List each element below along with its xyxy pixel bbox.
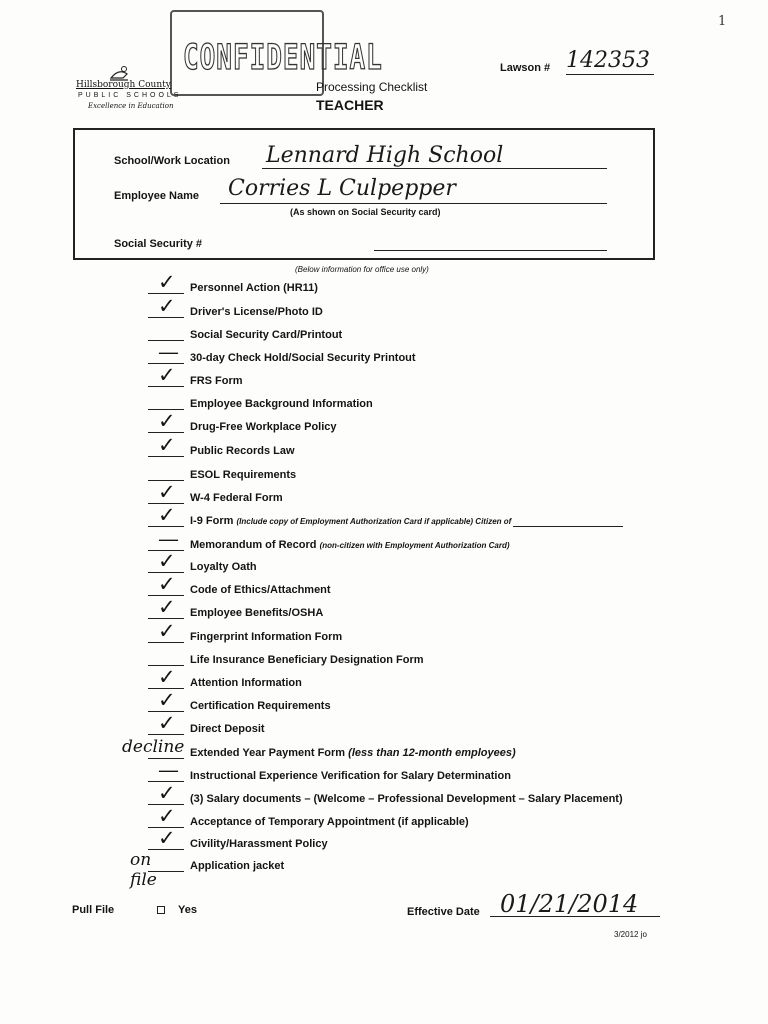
checklist-item-label: (3) Salary documents – (Welcome – Professional Development – Salary Placement) [190, 793, 623, 805]
checklist-item-label: Civility/Harassment Policy [190, 838, 328, 850]
checklist-mark: — [158, 758, 179, 782]
name-note: (As shown on Social Security card) [290, 207, 441, 217]
checklist-item-label: Application jacket [190, 860, 285, 872]
checklist-item-line [190, 398, 373, 410]
checklist-mark: ✓ [158, 711, 176, 735]
work-location-label: School/Work Location [114, 155, 230, 167]
checklist-item-label: Driver's License/Photo ID [190, 306, 323, 318]
effective-date-label: Effective Date [407, 906, 480, 918]
checklist-mark: ✓ [158, 409, 176, 433]
employee-name-label: Employee Name [114, 190, 199, 202]
checklist-item-line [190, 375, 243, 387]
checklist-item-label: Personnel Action (HR11) [190, 282, 318, 294]
page-number: 1 [718, 14, 727, 29]
work-location-line [262, 168, 607, 169]
checklist-item-note: (less than 12-month employees) [348, 747, 516, 759]
checklist-mark: ✓ [158, 270, 176, 294]
citizen-of-field[interactable] [513, 526, 623, 527]
district-public-schools: PUBLIC SCHOOLS [78, 92, 182, 99]
checklist-mark: ✓ [158, 294, 176, 318]
checklist-item-line [190, 793, 623, 805]
checklist-item-label: Employee Background Information [190, 398, 373, 410]
checklist-mark: — [158, 527, 179, 551]
district-motto: Excellence in Education [88, 102, 174, 110]
checklist-item-line [190, 515, 623, 527]
checklist-item-line [190, 539, 510, 551]
effective-date-field[interactable]: 01/21/2014 [500, 890, 639, 918]
checklist-item-label: Acceptance of Temporary Appointment (if applicable) [190, 816, 469, 828]
checklist-title: Processing Checklist [316, 80, 428, 94]
checklist-item-label: Extended Year Payment Form [190, 747, 346, 759]
checklist-item-line [190, 584, 331, 596]
confidential-stamp-text: CONFIDENTIAL [183, 38, 383, 79]
checklist-item-line [190, 654, 424, 666]
checklist-item-line [190, 329, 342, 341]
checklist-item-label: Public Records Law [190, 445, 295, 457]
work-location-field[interactable]: Lennard High School [266, 143, 504, 168]
checklist-handwritten-note: decline [122, 737, 185, 757]
checklist-item-line [190, 607, 323, 619]
checklist-item-label: Instructional Experience Verification for Salary Determination [190, 770, 511, 782]
checklist-item-label: 30-day Check Hold/Social Security Printout [190, 352, 416, 364]
office-use-note: (Below information for office use only) [295, 265, 429, 274]
checklist-mark: ✓ [158, 595, 176, 619]
checklist-item-line [190, 421, 337, 433]
checklist-mark: ✓ [158, 665, 176, 689]
checklist-mark: ✓ [158, 480, 176, 504]
checklist-item-line [190, 306, 323, 318]
checklist-item-label: W-4 Federal Form [190, 492, 283, 504]
checklist-mark: ✓ [158, 572, 176, 596]
checklist-mark: — [158, 340, 179, 364]
checklist-item-note: (Include copy of Employment Authorization Card if applicable) Citizen of [236, 517, 512, 526]
checklist-mark: ✓ [158, 433, 176, 457]
checklist-item-line [190, 492, 283, 504]
checklist-item-line [190, 352, 416, 364]
checklist-mark: ✓ [158, 804, 176, 828]
checklist-mark: ✓ [158, 503, 176, 527]
checklist-mark: ✓ [158, 688, 176, 712]
checklist-item-line [190, 770, 511, 782]
ssn-field[interactable] [374, 250, 607, 251]
checklist-item-line [190, 838, 328, 850]
checklist-mark: ✓ [158, 781, 176, 805]
checklist-item-label: Social Security Card/Printout [190, 329, 343, 341]
checklist-item-label: Code of Ethics/Attachment [190, 584, 331, 596]
checklist-item-line [190, 445, 295, 457]
employee-name-line [220, 203, 607, 204]
checklist-item-label: Fingerprint Information Form [190, 631, 343, 643]
checklist-item-label: Direct Deposit [190, 723, 265, 735]
yes-label: Yes [178, 904, 197, 916]
checklist-mark: ✓ [158, 826, 176, 850]
checklist-item-line [190, 860, 284, 872]
checklist-handwritten-note: on file [130, 850, 157, 890]
checklist-mark: ✓ [158, 619, 176, 643]
yes-checkbox[interactable] [157, 906, 165, 914]
pull-file-label: Pull File [72, 904, 115, 916]
checklist-item-label: Memorandum of Record [190, 539, 317, 551]
checklist-item-line [190, 723, 265, 735]
checklist-item-line [190, 561, 257, 573]
form-revision-code: 3/2012 jo [614, 930, 647, 939]
checklist-item-line [190, 677, 302, 689]
checklist-mark: ✓ [158, 549, 176, 573]
checklist-item-note: (non-citizen with Employment Authorization Card) [319, 541, 510, 550]
checklist-item-label: Loyalty Oath [190, 561, 257, 573]
checklist-item-line [190, 631, 342, 643]
ssn-label: Social Security # [114, 238, 203, 250]
checklist-subtitle: TEACHER [316, 97, 384, 113]
checklist-item-line [190, 816, 469, 828]
checklist-item-line [190, 700, 331, 712]
lawson-line [566, 74, 654, 75]
district-name: Hillsborough County [76, 80, 171, 90]
checklist-item-line [190, 469, 296, 481]
checklist-item-label: ESOL Requirements [190, 469, 297, 481]
checklist-item-line [190, 747, 516, 759]
lawson-number[interactable]: 142353 [566, 48, 650, 73]
checklist-item-label: Life Insurance Beneficiary Designation Form [190, 654, 424, 666]
employee-name-field[interactable]: Corries L Culpepper [228, 176, 456, 201]
checklist-item-label: Drug-Free Workplace Policy [190, 421, 337, 433]
checklist-item-label: Employee Benefits/OSHA [190, 607, 324, 619]
checklist-item-label: FRS Form [190, 375, 243, 387]
checklist-item-label: Certification Requirements [190, 700, 331, 712]
lawson-label: Lawson # [500, 62, 551, 74]
checklist-item-label: I-9 Form [190, 515, 234, 527]
checklist-mark: ✓ [158, 363, 176, 387]
checklist-item-line [190, 282, 318, 294]
checklist-item-label: Attention Information [190, 677, 302, 689]
